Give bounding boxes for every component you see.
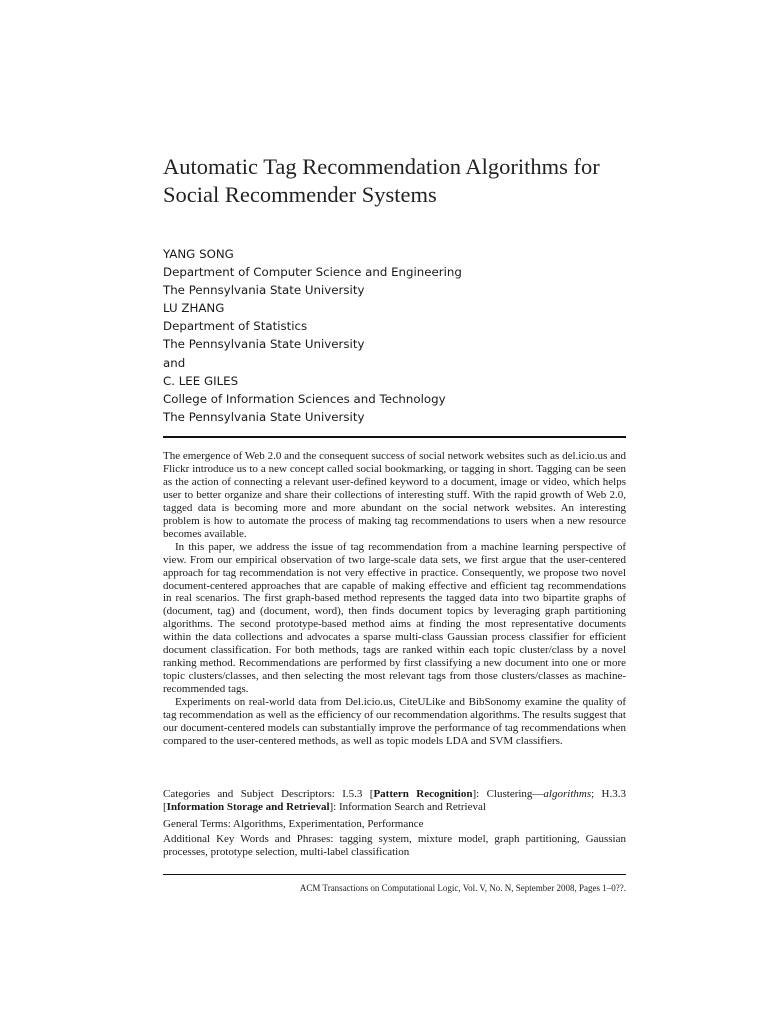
footer-rule: [163, 874, 626, 875]
author-affiliation: Department of Computer Science and Engineering: [163, 265, 462, 280]
author-affiliation: The Pennsylvania State University: [163, 337, 365, 352]
author-name: LU ZHANG: [163, 301, 225, 316]
abstract: [163, 450, 626, 748]
abstract-paragraph: Experiments on real-world data from Del.icio.us, CiteULike and BibSonomy examine the quality of tag recommendation as well as the efficiency of our recommendation algorithms. The results suggest that our document-centered models can substantially improve the performance of tag recommendations when compared to the user-centered methods, as well as topic models LDA and SVM classifiers.: [163, 696, 626, 747]
author-affiliation: Department of Statistics: [163, 319, 308, 334]
author-affiliation: College of Information Sciences and Technology: [163, 391, 446, 406]
categories-suffix: ]: Information Search and Retrieval: [329, 801, 486, 813]
abstract-paragraph: The emergence of Web 2.0 and the consequent success of social network websites such as del.icio.us and Flickr introduce us to a new concept called social bookmarking, or tagging in short. Tagging can be seen as the action of connecting a relevant user-defined keyword to a document, image or video, which helps user to better organize and share their collections of interesting stuff. With the rapid growth of Web 2.0, tagged data is becoming more and more abundant on the social network websites. An interesting problem is how to automate the process of making tag recommendations to users when a new resource becomes available.: [163, 450, 626, 540]
journal-footer: ACM Transactions on Computational Logic, Vol. V, No. N, September 2008, Pages 1–0??.: [299, 883, 626, 893]
general-terms: General Terms: Algorithms, Experimentation, Performance: [163, 818, 424, 830]
categories-term-algorithms: algorithms: [543, 788, 592, 800]
author-block: [163, 245, 623, 426]
keywords: Additional Key Words and Phrases: tagging system, mixture model, graph partitioning, Gaussian processes, prototype selection, multi-label classification: [163, 833, 626, 858]
categories-descriptors: [163, 788, 626, 814]
categories-mid: ]: Clustering—: [472, 788, 544, 800]
author-name: C. LEE GILES: [163, 373, 239, 388]
abstract-paragraph: In this paper, we address the issue of tag recommendation from a machine learning perspective of view. From our empirical observation of two large-scale data sets, we first argue that the user-centered approach for tag recommendation is not very effective in practice. Consequently, we propose two novel document-centered approaches that are capable of making effective and efficient tag recommendations in real scenarios. The first graph-based method represents the tagged data into two bipartite graphs of (document, tag) and (document, word), then finds document topics by leveraging graph partitioning algorithms. The second prototype-based method aims at finding the most representative documents within the data collections and advocates a sparse multi-class Gaussian process classifier for efficient document classification. For both methods, tags are ranked within each topic cluster/class by a novel ranking method. Recommendations are performed by first classifying a new document into one or more topic clusters/classes, and then selecting the most relevant tags from those clusters/classes as machine-recommended tags.: [163, 540, 626, 696]
categories-prefix: Categories and Subject Descriptors: I.5.3 [: [163, 788, 374, 800]
author-affiliation: The Pennsylvania State University: [163, 283, 365, 298]
paper-title-line-1: Automatic Tag Recommendation Algorithms for: [163, 154, 600, 179]
author-affiliation: The Pennsylvania State University: [163, 409, 365, 424]
categories-mid: ; H.3.3 [: [163, 788, 626, 813]
author-name: YANG SONG: [163, 247, 234, 261]
categories-term-information-storage: Information Storage and Retrieval: [166, 801, 330, 813]
paper-title-line-2: Social Recommender Systems: [163, 182, 437, 207]
author-conjunction: and: [163, 355, 186, 370]
categories-term-pattern-recognition: Pattern Recognition: [373, 788, 473, 800]
abstract-top-rule: [163, 436, 626, 438]
paper-title: [163, 153, 643, 209]
